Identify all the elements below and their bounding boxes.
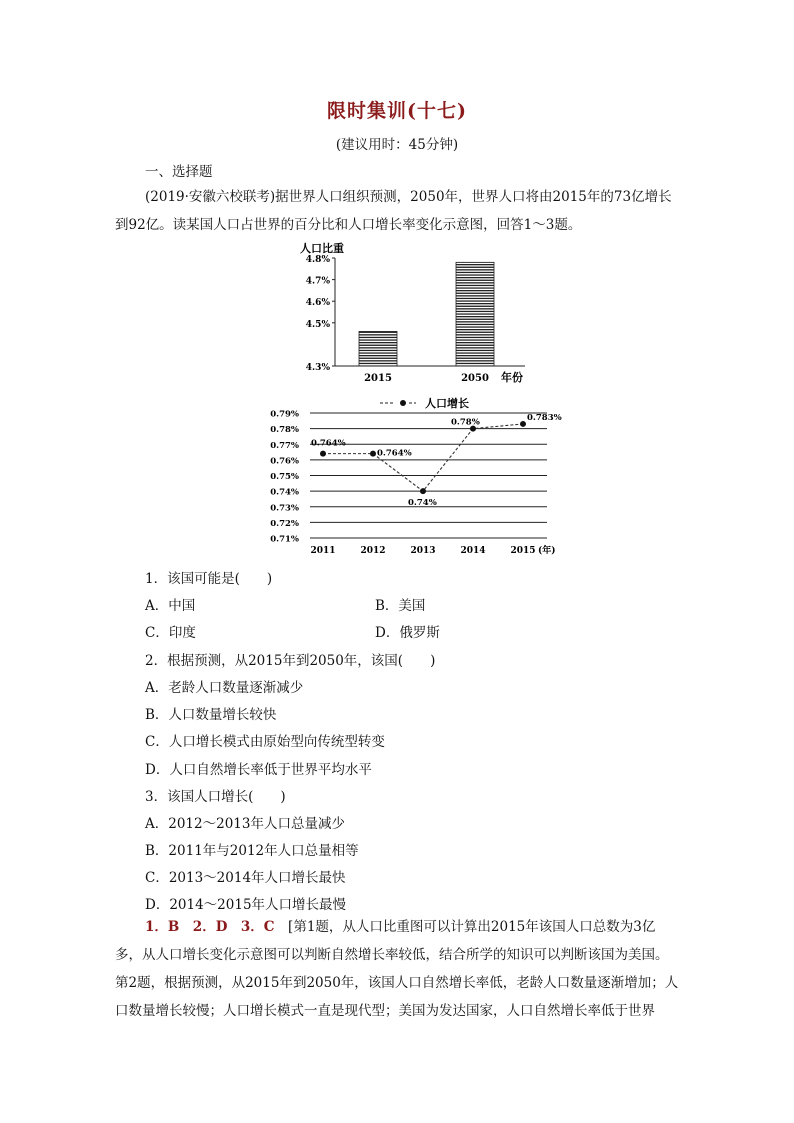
line-chart-point-2015 bbox=[520, 421, 526, 427]
bar-chart-y-tick-label: 4.3% bbox=[305, 363, 330, 373]
line-chart-x-tick-label: 2012 bbox=[360, 546, 386, 556]
line-chart-y-tick-label: 0.73% bbox=[270, 503, 299, 514]
question-3-option-d[interactable]: D．2014～2015年人口增长最慢 bbox=[145, 897, 347, 913]
intro-paragraph: (2019·安徽六校联考)据世界人口组织预测，2050年，世界人口将由2015年的73亿增长到92亿。读某国人口占世界的百分比和人口增长率变化示意图，回答1～3题。 bbox=[115, 189, 672, 233]
line-chart-y-tick-label: 0.74% bbox=[270, 487, 299, 498]
question-3-option-c[interactable]: C．2013～2014年人口增长最快 bbox=[145, 870, 346, 886]
line-chart-y-tick-label: 0.77% bbox=[270, 440, 299, 451]
answer-text: [第1题，从人口比重图可以计算出2015年该国人口总数为3亿多，从人口增长变化示意图可以判断自然增长率较低，结合所学的知识可以判断该国为美国。第2题，根据预测，从2015年到2050年，该国人口自然增长率低，老龄人口数量逐渐增加；人口数量增长较慢；人口增长模式一直是现代型；美国为发达国家，人口自然增长率低于世界 bbox=[115, 919, 679, 1019]
line-chart-y-tick-label: 0.79% bbox=[270, 409, 299, 420]
question-1-option-d[interactable]: D．俄罗斯 bbox=[375, 625, 440, 641]
question-1-stem: 1．该国可能是( ) bbox=[145, 571, 273, 587]
line-chart-x-tick-label: 2013 bbox=[410, 546, 436, 556]
question-1-option-b[interactable]: B．美国 bbox=[375, 598, 426, 614]
bar-chart-y-label: 人口比重 bbox=[300, 242, 344, 255]
line-chart-x-tick-label: 2015 bbox=[510, 546, 536, 556]
line-chart-y-tick-label: 0.76% bbox=[270, 456, 299, 467]
line-chart-point-2013 bbox=[420, 488, 426, 494]
line-chart-point-2012 bbox=[370, 451, 376, 457]
question-2-option-b[interactable]: B．人口数量增长较快 bbox=[145, 707, 277, 723]
answer-explanation bbox=[115, 913, 681, 1025]
question-3-option-b[interactable]: B．2011年与2012年人口总量相等 bbox=[145, 843, 359, 859]
page-title: 限时集训(十七) bbox=[327, 100, 467, 122]
question-2-option-a[interactable]: A．老龄人口数量逐渐减少 bbox=[145, 680, 304, 696]
legend-marker bbox=[400, 400, 406, 406]
growth-series-line bbox=[323, 424, 523, 491]
line-chart-x-unit: (年) bbox=[538, 546, 556, 556]
section-heading: 一、选择题 bbox=[145, 164, 213, 180]
bar-2050 bbox=[456, 262, 494, 366]
line-chart-y-tick-label: 0.71% bbox=[270, 534, 299, 545]
bar-chart-x-tick-label: 2050 bbox=[461, 373, 489, 384]
question-2-stem: 2．根据预测，从2015年到2050年，该国( ) bbox=[145, 653, 436, 669]
page-subtitle: (建议用时：45分钟) bbox=[335, 137, 459, 153]
bar-chart-y-tick-label: 4.6% bbox=[305, 298, 330, 309]
line-chart-legend-label: 人口增长 bbox=[425, 397, 469, 410]
question-3-option-a[interactable]: A．2012～2013年人口总量减少 bbox=[145, 816, 345, 832]
line-chart-y-tick-label: 0.78% bbox=[270, 425, 299, 436]
line-chart-y-tick-label: 0.75% bbox=[270, 472, 299, 482]
line-chart-legend bbox=[380, 396, 469, 410]
question-3-stem: 3．该国人口增长( ) bbox=[145, 789, 286, 805]
population-share-bar-chart bbox=[295, 238, 545, 388]
question-1-option-a[interactable]: A．中国 bbox=[145, 598, 196, 614]
bar-chart-x-tick-label: 2015 bbox=[364, 373, 392, 384]
bar-2015 bbox=[359, 331, 397, 366]
bar-chart-x-label: 年份 bbox=[501, 371, 523, 384]
bar-chart-y-tick-label: 4.5% bbox=[305, 319, 330, 330]
line-chart-y-tick-label: 0.72% bbox=[270, 518, 299, 529]
population-growth-line-chart bbox=[270, 393, 575, 558]
question-2-option-c[interactable]: C．人口增长模式由原始型向传统型转变 bbox=[145, 734, 385, 750]
line-chart-x-tick-label: 2011 bbox=[310, 546, 336, 556]
bar-chart-y-tick-label: 4.8% bbox=[305, 255, 330, 265]
line-chart-data-label: 0.783% bbox=[527, 412, 562, 423]
line-chart-data-label: 0.764% bbox=[377, 448, 412, 459]
answer-key: 1．B 2．D 3．C bbox=[145, 919, 275, 935]
bar-chart-y-tick-label: 4.7% bbox=[305, 276, 330, 287]
line-chart-x-tick-label: 2014 bbox=[460, 546, 486, 556]
question-2-option-d[interactable]: D．人口自然增长率低于世界平均水平 bbox=[145, 762, 372, 778]
line-chart-data-label: 0.74% bbox=[408, 498, 437, 509]
line-chart-data-label: 0.764% bbox=[311, 438, 346, 449]
line-chart-data-label: 0.78% bbox=[451, 417, 480, 428]
question-1-option-c[interactable]: C．印度 bbox=[145, 625, 196, 641]
line-chart-point-2011 bbox=[320, 451, 326, 457]
